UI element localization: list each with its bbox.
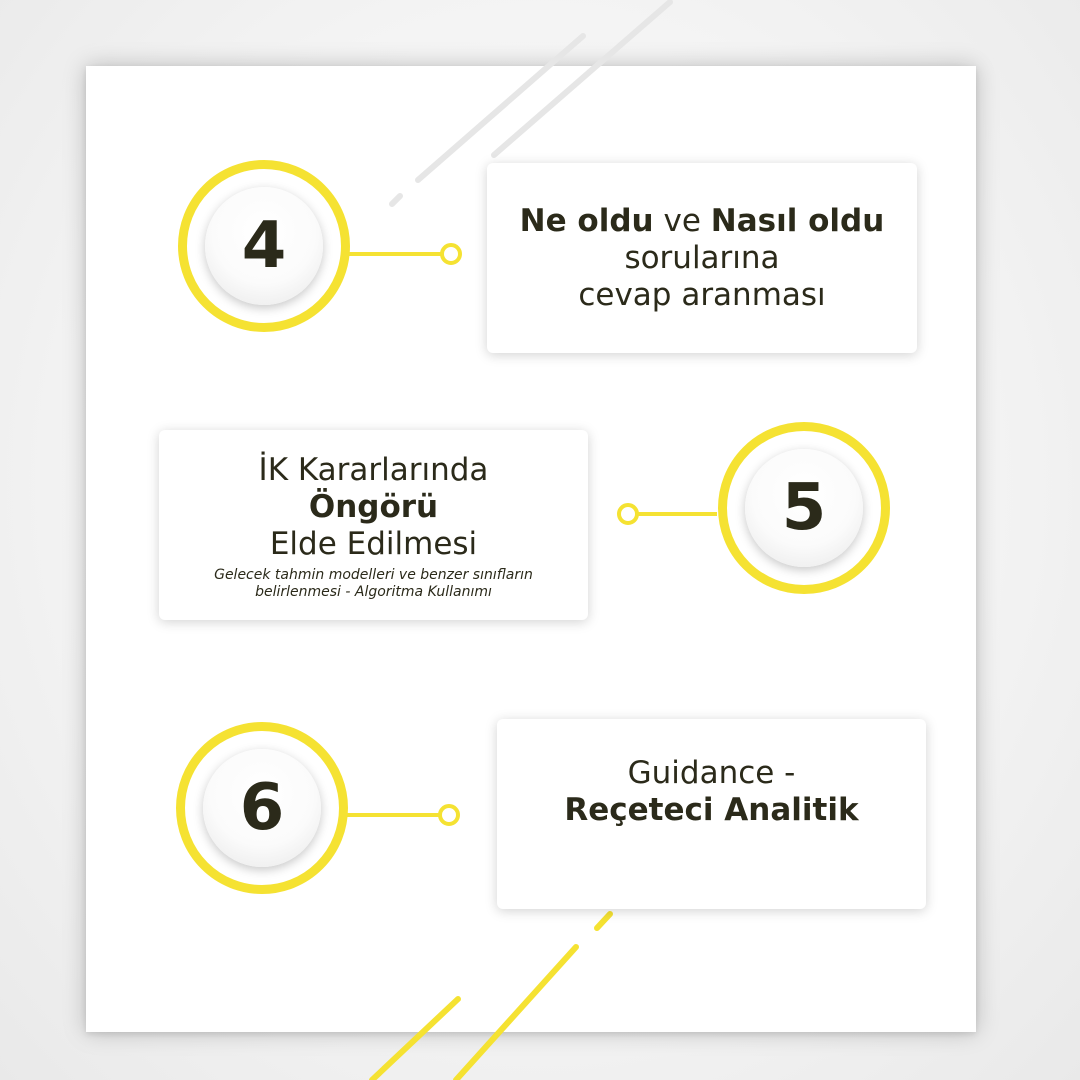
step-4-title-bold-1: Ne oldu [519,203,654,239]
step-6-connector [346,813,440,817]
step-6-line-2: Reçeteci Analitik [564,792,859,828]
step-5-line-2: Öngörü [308,489,439,525]
step-6-number: 6 [203,749,321,867]
step-4-title-connector: ve [653,203,711,239]
step-5-card [159,430,588,620]
step-5-note-line-1: Gelecek tahmin modelleri ve benzer sınıfların [214,567,533,583]
step-4-connector [348,252,442,256]
step-4-card [487,163,917,353]
step-4-ring [178,160,350,332]
step-6-line-1: Guidance - [627,755,796,791]
step-4-line-3: cevap aranması [578,277,826,313]
step-6-ring [176,722,348,894]
step-4-connector-dot [440,243,462,265]
step-4-number: 4 [205,187,323,305]
step-6-card [497,719,926,909]
step-5-line-1: İK Kararlarında [258,452,489,488]
step-5-connector-dot [617,503,639,525]
step-4-title-bold-2: Nasıl oldu [710,203,885,239]
step-5-line-3: Elde Edilmesi [269,526,478,562]
step-5-connector [637,512,717,516]
step-6-connector-dot [438,804,460,826]
step-5-ring [718,422,890,594]
step-4-line-2: sorularına [624,240,780,276]
step-5-number: 5 [745,449,863,567]
step-5-note-line-2: belirlenmesi - Algoritma Kullanımı [255,584,492,600]
step-4-title-line [487,203,917,240]
